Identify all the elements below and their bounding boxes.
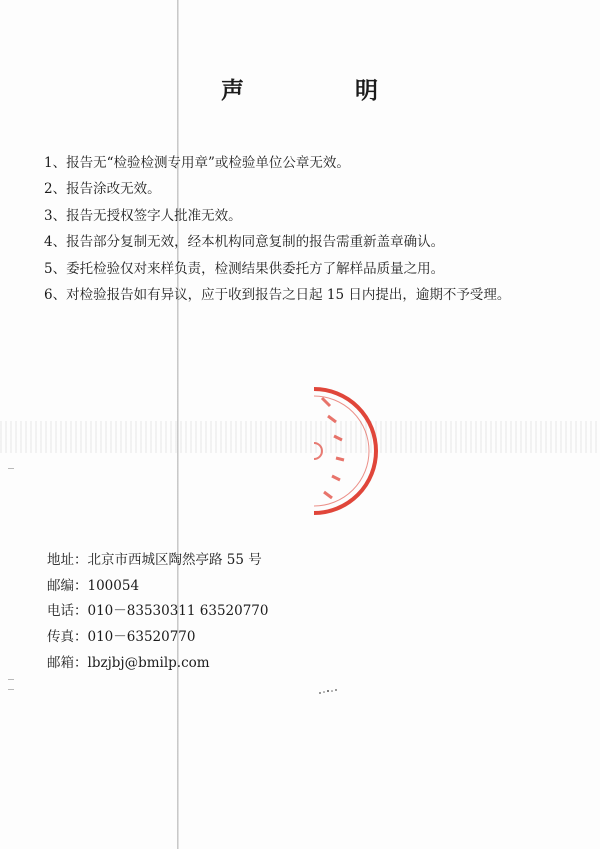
email-line: 邮箱：lbzjbj@bmilp.com bbox=[47, 654, 210, 671]
title-char-2: 明 bbox=[355, 77, 379, 104]
notice-item: 5、委托检验仅对来样负责，检测结果供委托方了解样品质量之用。 bbox=[44, 260, 445, 277]
official-seal-stamp bbox=[284, 376, 404, 526]
edge-mark bbox=[8, 468, 14, 469]
address-line: 地址：北京市西城区陶然亭路 55 号 bbox=[47, 552, 262, 568]
postcode-line: 邮编：100054 bbox=[47, 577, 140, 594]
notice-item: 1、报告无“检验检测专用章”或检验单位公章无效。 bbox=[44, 155, 350, 171]
phone-line: 电话：010－83530311 63520770 bbox=[47, 603, 269, 620]
notice-item: 3、报告无授权签字人批准无效。 bbox=[44, 207, 242, 224]
title-char-1: 声 bbox=[221, 77, 245, 104]
contact-info bbox=[47, 548, 268, 677]
ink-speck bbox=[318, 688, 340, 696]
edge-mark bbox=[8, 689, 14, 690]
notice-item: 4、报告部分复制无效，经本机构同意复制的报告需重新盖章确认。 bbox=[44, 234, 445, 251]
fax-line: 传真：010－63520770 bbox=[47, 629, 196, 646]
edge-mark bbox=[8, 679, 14, 680]
notice-list bbox=[44, 150, 510, 308]
page-title bbox=[0, 72, 600, 105]
notice-item: 6、对检验报告如有异议，应于收到报告之日起 15 日内提出，逾期不予受理。 bbox=[44, 287, 511, 304]
notice-item: 2、报告涂改无效。 bbox=[44, 181, 161, 198]
